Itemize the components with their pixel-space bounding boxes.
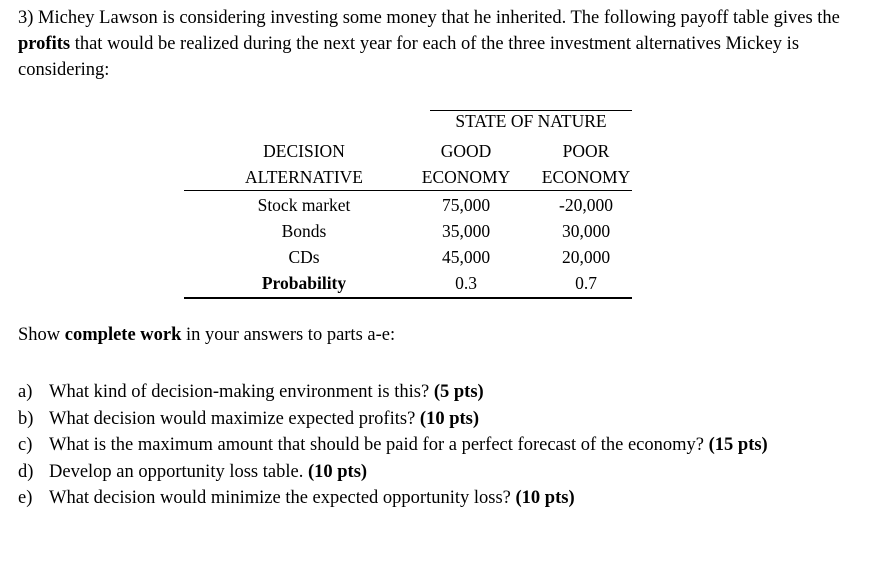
question-points: (5 pts): [433, 382, 484, 402]
question-marker: b): [18, 408, 34, 429]
alternative-cell: Stock market: [257, 195, 351, 215]
good-header-line-1: GOOD: [440, 141, 492, 161]
question-marker: d): [18, 461, 34, 482]
question-points: (10 pts): [307, 461, 368, 482]
question-text: What is the maximum amount that should be paid for a perfect forecast of the economy?: [49, 435, 709, 455]
intro-bold-profits: profits: [18, 34, 71, 54]
question-marker: a): [18, 382, 33, 402]
payoff-table: [184, 110, 632, 300]
intro-text-start: 3) Michey Lawson is considering investing some money that he inherited. The following payoff table gives the: [18, 8, 840, 28]
question-text: What decision would minimize the expected opportunity loss?: [49, 488, 516, 508]
intro-text-end: that would be realized during the next year for each of the three investment alternatives Mickey is considering:: [18, 34, 800, 80]
question-text: What decision would maximize expected profits?: [49, 408, 420, 429]
poor-payoff-cell: 20,000: [561, 247, 611, 267]
header-rule: [184, 190, 632, 191]
question-points: (10 pts): [515, 488, 575, 508]
question-points: (10 pts): [419, 408, 480, 429]
instructions: [18, 325, 395, 346]
poor-header-line-2: ECONOMY: [541, 167, 631, 187]
probability-label: Probability: [261, 273, 347, 293]
question-item-d: [18, 459, 878, 486]
good-payoff-cell: 45,000: [441, 247, 491, 267]
alternative-cell: Bonds: [281, 221, 327, 241]
question-marker: e): [18, 488, 33, 508]
instructions-bold: complete work: [64, 325, 182, 345]
poor-payoff-cell: 30,000: [561, 221, 611, 241]
decision-header-line-2: ALTERNATIVE: [245, 167, 363, 187]
alternative-cell: CDs: [288, 247, 320, 267]
poor-header-line-1: POOR: [562, 141, 610, 161]
good-payoff-cell: 35,000: [441, 221, 491, 241]
decision-header-line-1: DECISION: [263, 141, 345, 161]
state-of-nature-header: STATE OF NATURE: [455, 111, 607, 131]
instructions-text-start: Show: [18, 325, 65, 345]
probability-good-cell: 0.3: [455, 273, 477, 293]
question-points: (15 pts): [708, 435, 768, 455]
question-list: [18, 379, 878, 512]
probability-poor-cell: 0.7: [575, 273, 597, 293]
question-item-a: [18, 379, 878, 406]
question-item-e: [18, 485, 878, 512]
table-bottom-rule: [184, 297, 632, 299]
question-text: Develop an opportunity loss table.: [49, 461, 308, 482]
question-item-c: [18, 432, 878, 459]
poor-payoff-cell: -20,000: [559, 195, 613, 215]
good-payoff-cell: 75,000: [441, 195, 491, 215]
question-text: What kind of decision-making environment is this?: [49, 382, 434, 402]
question-marker: c): [18, 435, 33, 455]
problem-statement: [18, 5, 868, 83]
question-item-b: [18, 406, 878, 433]
instructions-text-end: in your answers to parts a-e:: [181, 325, 396, 345]
good-header-line-2: ECONOMY: [421, 167, 511, 187]
